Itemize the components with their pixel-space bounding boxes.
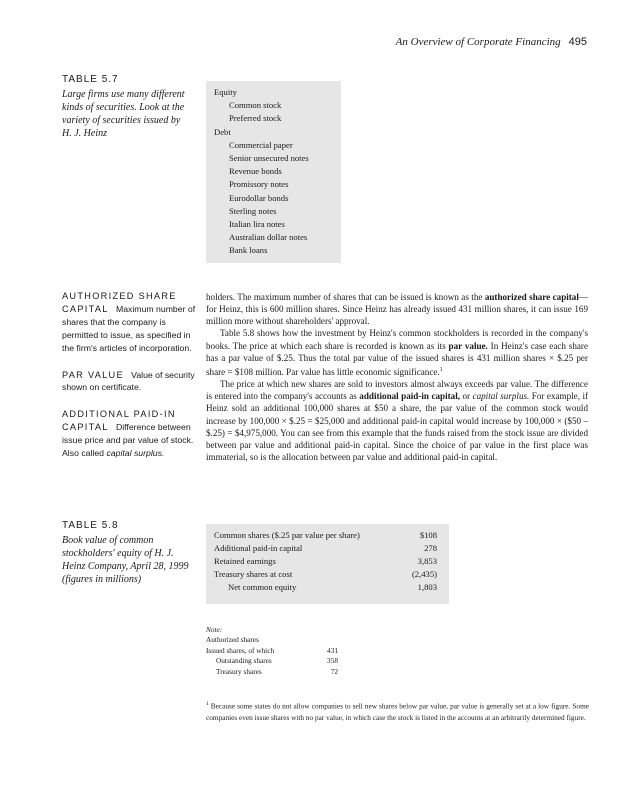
sidenote-definition: Value of security shown on certificate. — [62, 369, 195, 393]
footnote-mark: 1 — [206, 701, 209, 707]
italic-term: capital surplus. — [472, 391, 530, 402]
paragraph: Table 5.8 shows how the investment by Heinz's common stockholders is recorded in the company's books. The price at which each share is recorded is known as its par value. In Heinz's case each share has a par value of $.25. Thus the total par value of the issued shares is 431 million shares × $.25 per share = $108 million. Par value has little economic significance.$^1$ — [206, 328, 588, 377]
equity-rows — [206, 524, 449, 594]
row-value: (2,435) — [411, 569, 437, 579]
security-item: Preferred stock — [229, 113, 282, 124]
table-row — [214, 542, 437, 555]
sidenote-par-value — [62, 369, 196, 395]
footnote-text: Because some states do not allow companies to sell new shares below par value, par value is generally set at a low figure. Some companies even issue shares with no par value, in which case the stock is listed in the accounts at an arbitrarily determined figure. — [206, 701, 589, 723]
security-category: Equity — [214, 87, 237, 97]
table-row — [214, 529, 437, 542]
table-row — [214, 568, 437, 581]
note-rows — [206, 646, 338, 677]
note-row — [206, 667, 338, 677]
note-line: Authorized shares — [206, 635, 259, 645]
security-item: Senior unsecured notes — [229, 153, 309, 164]
page-number: 495 — [568, 36, 587, 48]
sidenote-definition: Difference between issue price and par value of stock. Also called — [62, 422, 194, 459]
row-label: Additional paid-in capital — [214, 543, 303, 553]
note-label: Issued shares, of which — [206, 645, 275, 655]
table-5-8-label: TABLE 5.8 — [62, 520, 119, 531]
table-note — [206, 625, 338, 677]
row-label: Retained earnings — [214, 556, 276, 566]
row-label: Common shares ($.25 par value per share) — [214, 530, 360, 540]
sidenote-authorized-share-capital — [62, 290, 196, 355]
row-value: 1,803 — [417, 582, 437, 592]
table-5-8-box — [206, 524, 449, 604]
security-item: Italian lira notes — [229, 219, 285, 230]
table-5-7-label: TABLE 5.7 — [62, 74, 119, 85]
security-item: Commercial paper — [229, 139, 293, 150]
sidenote-term: AUTHORIZED SHARE CAPITAL — [62, 291, 177, 314]
row-value: 3,853 — [417, 556, 437, 566]
key-term: authorized share capital — [484, 292, 579, 302]
table-5-8-caption: Book value of common stockholders' equity of H. J. Heinz Company, April 28, 1999 (figures in millions) — [62, 535, 189, 585]
paragraph: The price at which new shares are sold to investors almost always exceeds par value. The difference is entered into the company's accounts as additional paid-in capital, or capital surplus. For example, if Heinz sold an additional 100,000 shares at $50 a share, the par value of the common stock would increase by 100,000 × $.25 = $25,000 and additional paid-in capital would increase by 100,000 × ($50 – $.25) = $4,975,000. You can see from this example that the funds raised from the stock issue are divided between par value and additional paid-in capital. Since the choice of par value in the first place was immaterial, so is the allocation between par value and additional paid-in capital. — [206, 379, 589, 463]
table-row — [214, 581, 437, 594]
running-header — [396, 36, 587, 48]
key-term: par value. — [448, 340, 488, 351]
paragraph: holders. The maximum number of shares that can be issued is known as the authorized share capital—for Heinz, this is 600 million shares. Since Heinz has already issued 431 million shares, it can issue 169 million more without shareholders' approval. — [206, 292, 588, 327]
security-item: Bank loans — [229, 245, 268, 256]
note-row — [206, 646, 338, 656]
securities-list — [206, 81, 341, 258]
sidenote-additional-paid-in-capital — [62, 408, 196, 460]
key-term: additional paid-in capital, — [359, 391, 460, 402]
sidenote-definition: Maximum number of shares that the company is permitted to issue, as specified in the firm's articles of incorporation. — [62, 303, 196, 353]
note-value: 72 — [330, 666, 338, 676]
body-text — [206, 291, 588, 463]
security-item: Sterling notes — [229, 205, 277, 216]
table-5-7-caption: Large firms use many different kinds of securities. Look at the variety of securities issued by H. J. Heinz — [62, 89, 185, 139]
note-row — [206, 656, 338, 666]
footnote-ref[interactable]: 1 — [439, 366, 443, 373]
note-value: 358 — [327, 656, 338, 666]
security-category: Debt — [214, 126, 231, 137]
security-item: Eurodollar bonds — [229, 192, 289, 203]
table-row — [214, 555, 437, 568]
sidenote-term: PAR VALUE — [62, 369, 124, 380]
security-item: Revenue bonds — [229, 166, 282, 177]
header-title: An Overview of Corporate Financing — [395, 36, 561, 48]
note-label: Treasury shares — [216, 666, 262, 676]
table-5-7-box — [206, 81, 341, 263]
security-item: Common stock — [229, 100, 282, 111]
row-value: 278 — [424, 543, 437, 553]
footnote — [206, 699, 589, 724]
sidenotes — [62, 290, 196, 460]
note-label: Outstanding shares — [216, 656, 272, 666]
sidenote-term: ADDITIONAL PAID-IN CAPITAL — [62, 409, 176, 433]
sidenote-definition-italic: capital surplus. — [106, 448, 165, 459]
row-value: $108 — [419, 530, 437, 540]
row-label: Treasury shares at cost — [214, 569, 293, 579]
note-heading: Note: — [206, 625, 223, 634]
security-item: Australian dollar notes — [229, 232, 308, 243]
row-label: Net common equity — [228, 582, 297, 592]
security-item: Promissory notes — [229, 179, 289, 190]
note-value: 431 — [327, 645, 338, 655]
